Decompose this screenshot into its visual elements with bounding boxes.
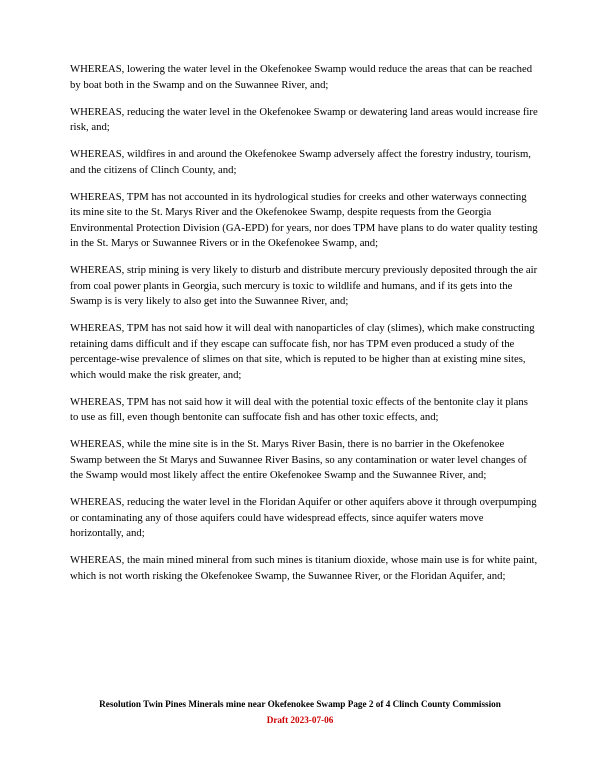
- paragraph: WHEREAS, lowering the water level in the Okefenokee Swamp would reduce the areas that can be reached by boat both in the Swamp and on the Suwannee River, and;: [70, 63, 533, 91]
- paragraph: WHEREAS, wildfires in and around the Okefenokee Swamp adversely affect the forestry industry, tourism, and the citizens of Clinch County, and;: [70, 148, 531, 176]
- paragraph: WHEREAS, TPM has not said how it will deal with the potential toxic effects of the bentonite clay it plans to use as fill, even though bentonite can suffocate fish and has other toxic effects, and;: [70, 395, 528, 424]
- paragraph: WHEREAS, the main mined mineral from such mines is titanium dioxide, whose main use is for white paint, which is not worth risking the Okefenokee Swamp, the Suwannee River, or the Floridan Aquifer, and;: [70, 554, 538, 582]
- document-body: [70, 62, 538, 584]
- paragraph: WHEREAS, while the mine site is in the St. Marys River Basin, there is no barrier in the Okefenokee Swamp between the St Marys and Suwannee River Basins, so any contamination or water level changes of the Swamp would most likely affect the entire Okefenokee Swamp and the Suwannee River, and;: [70, 438, 527, 482]
- paragraph: WHEREAS, reducing the water level in the Okefenokee Swamp or dewatering land areas would increase fire risk, and;: [70, 105, 538, 134]
- paragraph: WHEREAS, reducing the water level in the Floridan Aquifer or other aquifers above it through overpumping or contaminating any of those aquifers could have widespread effects, since aquifer waters move horizontally, and;: [70, 496, 537, 540]
- paragraph: WHEREAS, TPM has not accounted in its hydrological studies for creeks and other waterways connecting its mine site to the St. Marys River and the Okefenokee Swamp, despite requests from the Georgia Environmental Protection Division (GA-EPD) for years, nor does TPM have plans to do water quality testing in the St. Marys or Suwannee Rivers or in the Okefenokee Swamp, and;: [70, 190, 538, 250]
- paragraph: WHEREAS, TPM has not said how it will deal with nanoparticles of clay (slimes), which make constructing retaining dams difficult and if they escape can suffocate fish, nor has TPM even produced a study of the percentage-wise prevalence of slimes on that site, which is reputed to be higher than at existing mine sites, which would make the risk greater, and;: [70, 322, 535, 381]
- paragraph: WHEREAS, strip mining is very likely to disturb and distribute mercury previously deposited through the air from coal power plants in Georgia, such mercury is toxic to wildlife and humans, and if its gets into the Swamp is is very likely to also get into the Suwannee River, and;: [70, 264, 538, 308]
- footer-title: Resolution Twin Pines Minerals mine near Okefenokee Swamp Page 2 of 4 Clinch County Commission: [99, 699, 501, 710]
- footer-draft-label: Draft 2023-07-06: [266, 715, 334, 726]
- page-footer: [0, 698, 600, 728]
